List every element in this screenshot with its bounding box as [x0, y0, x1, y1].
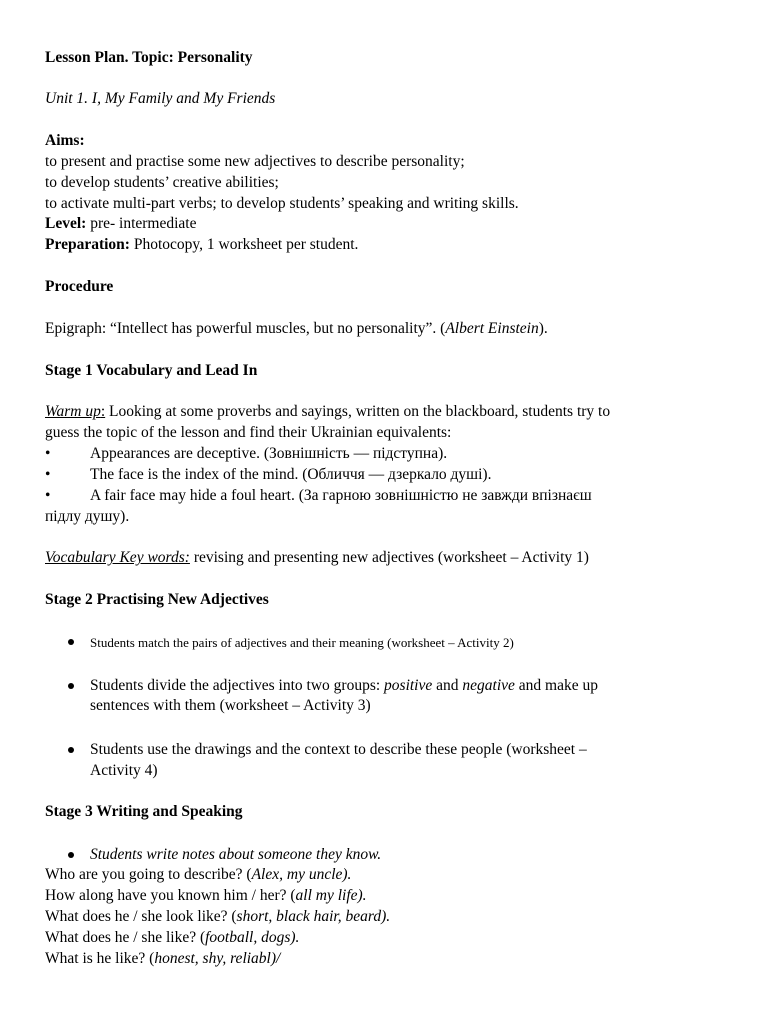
question-line [45, 929, 299, 947]
item-text: and [432, 677, 463, 694]
unit-title: Unit 1. I, My Family and My Friends [45, 90, 276, 107]
proverb-item: Appearances are deceptive. (Зовнішність — підступна). [90, 445, 448, 462]
level-label: Level: [45, 215, 87, 232]
bullet-disc [68, 852, 74, 858]
preparation-value: Photocopy, 1 worksheet per student. [129, 236, 359, 253]
positive-word: positive [384, 677, 433, 694]
question-text: Who are you going to describe? ( [45, 866, 252, 883]
stage2-item-2-cont: sentences with them (worksheet – Activity 3) [90, 697, 371, 714]
stage2-item-3-cont: Activity 4) [90, 762, 158, 779]
level-value: pre- intermediate [86, 215, 197, 232]
question-line [45, 887, 367, 905]
warmup-colon: : [100, 403, 106, 420]
aim-line: to develop students’ creative abilities; [45, 174, 279, 191]
level-line [45, 215, 197, 233]
epigraph-text: Epigraph: “Intellect has powerful muscles, but no personality”. ( [45, 320, 446, 337]
question-text: How along have you known him / her? ( [45, 887, 296, 904]
stage2-item-1: Students match the pairs of adjectives and their meaning (worksheet – Activity 2) [90, 635, 514, 650]
stage2-item-2 [90, 677, 598, 695]
proverb-continuation: підлу душу). [45, 508, 130, 525]
procedure-heading: Procedure [45, 278, 114, 295]
proverb-item: A fair face may hide a foul heart. (За гарною зовнішністю не завжди впізнаєш [90, 487, 592, 504]
bullet-marker: • [45, 487, 51, 504]
bullet-disc [68, 639, 74, 645]
stage2-item-3: Students use the drawings and the context to describe these people (worksheet – [90, 741, 587, 758]
vocabulary-label: Vocabulary Key words: [45, 549, 190, 566]
aim-line: to present and practise some new adjectives to describe personality; [45, 153, 465, 170]
question-hint: all my life). [295, 887, 367, 904]
question-text: What does he / she like? ( [45, 929, 206, 946]
warmup-text: Looking at some proverbs and sayings, written on the blackboard, students try to [105, 403, 611, 420]
page-title: Lesson Plan. Topic: Personality [45, 49, 253, 66]
question-hint: Alex, my uncle). [251, 866, 352, 883]
stage3-item-1: Students write notes about someone they know. [90, 846, 382, 863]
vocabulary-text: revising and presenting new adjectives (worksheet – Activity 1) [189, 549, 589, 566]
negative-word: negative [462, 677, 515, 694]
bullet-marker: • [45, 445, 51, 462]
question-text: What is he like? ( [45, 950, 155, 967]
bullet-disc [68, 683, 74, 689]
question-line [45, 908, 390, 926]
item-text: Students divide the adjectives into two groups: [90, 677, 385, 694]
vocabulary-line [45, 549, 589, 567]
warmup-label: Warm up [45, 403, 101, 420]
epigraph-suffix: ). [538, 320, 548, 337]
stage2-heading: Stage 2 Practising New Adjectives [45, 591, 269, 608]
proverb-item: The face is the index of the mind. (Обличчя — дзеркало душі). [90, 466, 492, 483]
preparation-label: Preparation: [45, 236, 130, 253]
bullet-disc [68, 747, 74, 753]
warmup-line-2: guess the topic of the lesson and find their Ukrainian equivalents: [45, 424, 452, 441]
question-hint: honest, shy, reliabl [154, 950, 271, 967]
bullet-marker: • [45, 466, 51, 483]
question-text: What does he / she look like? ( [45, 908, 237, 925]
question-line [45, 866, 351, 884]
item-text: and make up [514, 677, 598, 694]
stage1-heading: Stage 1 Vocabulary and Lead In [45, 362, 258, 379]
question-hint: football, dogs). [205, 929, 300, 946]
epigraph-author: Albert Einstein [445, 320, 539, 337]
warmup-line [45, 403, 610, 421]
preparation-line [45, 236, 358, 254]
aims-heading: Aims: [45, 132, 85, 149]
question-tail: )/ [270, 950, 281, 967]
epigraph [45, 320, 548, 338]
aim-line: to activate multi-part verbs; to develop students’ speaking and writing skills. [45, 195, 519, 212]
question-line [45, 950, 280, 968]
stage3-heading: Stage 3 Writing and Speaking [45, 803, 243, 820]
question-hint: short, black hair, beard). [236, 908, 391, 925]
